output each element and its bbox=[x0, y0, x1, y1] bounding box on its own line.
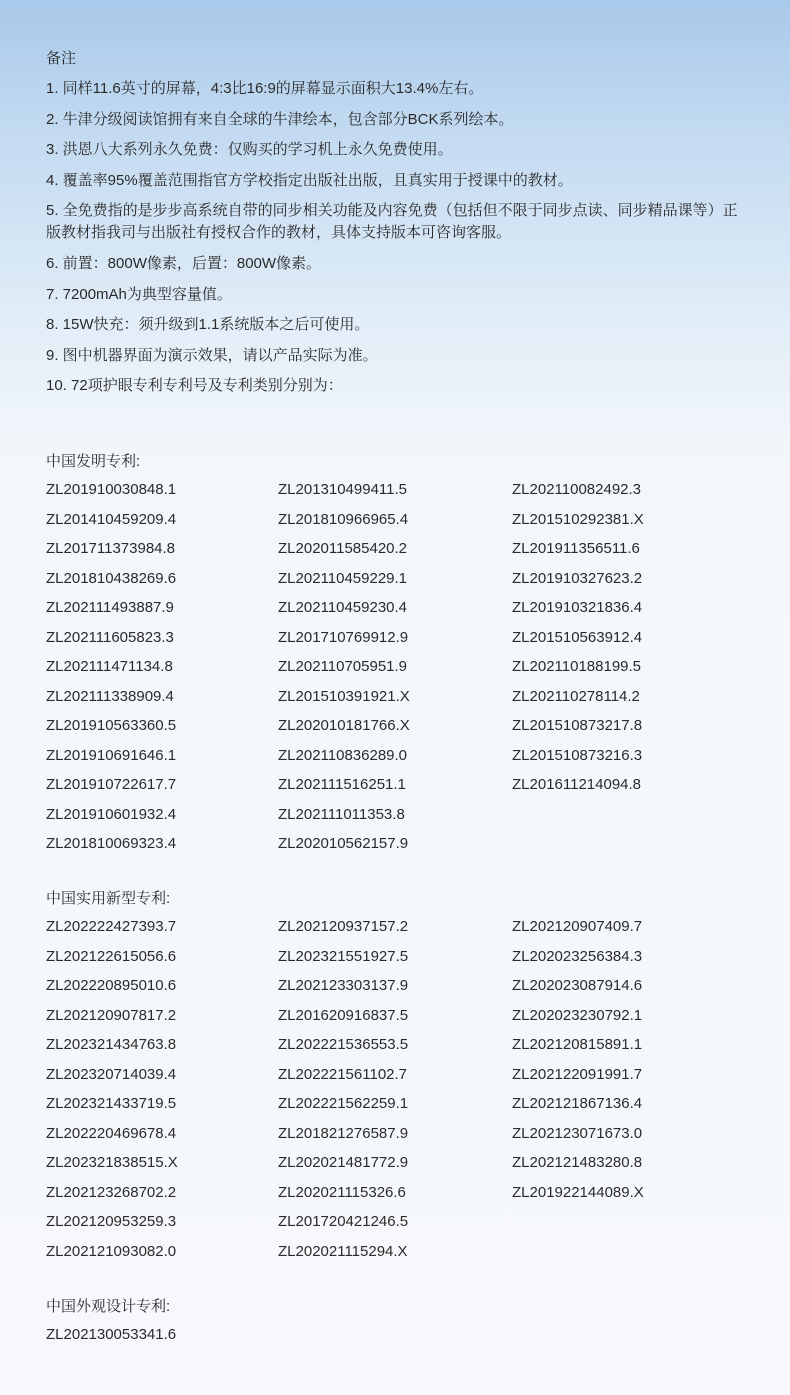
design-patents-list bbox=[46, 1324, 766, 1354]
note-item: 8. 15W快充：须升级到1.1系统版本之后可使用。 bbox=[46, 316, 370, 334]
patent-number: ZL202120815891.1 bbox=[512, 1036, 643, 1053]
patent-number: ZL201611214094.8 bbox=[512, 776, 642, 793]
patent-number: ZL202011585420.2 bbox=[278, 540, 408, 557]
notes-title: 备注 bbox=[46, 50, 77, 67]
patent-number bbox=[512, 1211, 762, 1241]
patent-number: ZL202110705951.9 bbox=[278, 658, 408, 675]
patent-number: ZL202110459229.1 bbox=[278, 569, 408, 587]
patent-number: ZL202123071673.0 bbox=[512, 1124, 643, 1142]
patent-number: ZL202021115326.6 bbox=[278, 1183, 406, 1201]
patent-number: ZL202321434763.8 bbox=[46, 1036, 177, 1053]
patent-number: ZL202023256384.3 bbox=[512, 947, 643, 965]
patent-number: ZL201922144089.X bbox=[512, 1183, 644, 1201]
note-item: 10. 72项护眼专利专利号及专利类别分别为： bbox=[46, 377, 343, 395]
patent-number: ZL202120907409.7 bbox=[512, 918, 643, 935]
patent-number bbox=[512, 833, 762, 863]
design-patents-heading: 中国外观设计专利: bbox=[46, 1298, 171, 1315]
patent-number: ZL201821276587.9 bbox=[278, 1124, 409, 1142]
patent-number: ZL202110459230.4 bbox=[278, 599, 408, 616]
patent-number: ZL201711373984.8 bbox=[46, 540, 176, 557]
patent-number: ZL201510391921.X bbox=[278, 687, 410, 705]
patent-number: ZL201910601932.4 bbox=[46, 805, 177, 823]
patent-number: ZL201310499411.5 bbox=[278, 481, 408, 498]
patent-number: ZL202120937157.2 bbox=[278, 918, 409, 935]
patent-number: ZL202123268702.2 bbox=[46, 1183, 177, 1201]
note-item: 4. 覆盖率95%覆盖范围指官方学校指定出版社出版，且真实用于授课中的教材。 bbox=[46, 171, 573, 189]
patent-number: ZL202221561102.7 bbox=[278, 1065, 408, 1083]
patent-number: ZL202122615056.6 bbox=[46, 947, 177, 965]
patent-number: ZL202111011353.8 bbox=[278, 805, 405, 823]
patent-number: ZL202111493887.9 bbox=[46, 599, 174, 616]
patent-number: ZL202121483280.8 bbox=[512, 1154, 643, 1171]
patent-number: ZL201910691646.1 bbox=[46, 746, 177, 764]
patent-number: ZL201710769912.9 bbox=[278, 628, 409, 646]
patent-number: ZL201510873216.3 bbox=[512, 746, 643, 764]
patent-number: ZL202010562157.9 bbox=[278, 835, 409, 852]
patent-number: ZL201910722617.7 bbox=[46, 776, 177, 793]
patent-number: ZL201911356511.6 bbox=[512, 540, 640, 557]
patent-number: ZL202222427393.7 bbox=[46, 918, 177, 935]
note-item: 2. 牛津分级阅读馆拥有来自全球的牛津绘本，包含部分BCK系列绘本。 bbox=[46, 110, 514, 128]
patent-number: ZL201810438269.6 bbox=[46, 569, 177, 587]
patent-number: ZL202220895010.6 bbox=[46, 977, 177, 994]
patent-number: ZL202130053341.6 bbox=[46, 1326, 177, 1343]
note-item: 6. 前置：800W像素，后置：800W像素。 bbox=[46, 254, 322, 272]
patent-number: ZL202023230792.1 bbox=[512, 1006, 643, 1024]
patent-number: ZL202320714039.4 bbox=[46, 1065, 177, 1083]
patent-number: ZL202110836289.0 bbox=[278, 746, 408, 764]
patent-number: ZL202021115294.X bbox=[278, 1242, 408, 1260]
patent-number: ZL202110082492.3 bbox=[512, 481, 642, 498]
patent-number: ZL202321838515.X bbox=[46, 1154, 178, 1171]
patent-number: ZL202111338909.4 bbox=[46, 687, 174, 705]
patent-number bbox=[512, 804, 762, 834]
patent-number: ZL202111605823.3 bbox=[46, 628, 174, 646]
patent-number: ZL202110188199.5 bbox=[512, 658, 642, 675]
patent-number: ZL201510292381.X bbox=[512, 510, 644, 528]
patent-number: ZL202221536553.5 bbox=[278, 1036, 409, 1053]
patent-number: ZL201910030848.1 bbox=[46, 481, 177, 498]
patent-number: ZL202121093082.0 bbox=[46, 1242, 177, 1260]
invention-patents-list bbox=[46, 479, 766, 863]
patent-number: ZL201510563912.4 bbox=[512, 628, 643, 646]
patent-number: ZL202122091991.7 bbox=[512, 1065, 643, 1083]
patent-number: ZL202023087914.6 bbox=[512, 977, 643, 994]
patent-number: ZL201410459209.4 bbox=[46, 510, 177, 528]
note-item: 1. 同样11.6英寸的屏幕，4:3比16:9的屏幕显示面积大13.4%左右。 bbox=[46, 80, 484, 97]
patent-number: ZL201620916837.5 bbox=[278, 1006, 409, 1024]
utility-patents-heading: 中国实用新型专利: bbox=[46, 890, 171, 907]
patent-number: ZL201910563360.5 bbox=[46, 717, 177, 734]
patent-number: ZL201810069323.4 bbox=[46, 835, 177, 852]
patent-number: ZL202221562259.1 bbox=[278, 1095, 409, 1112]
invention-patents-section bbox=[46, 449, 766, 863]
note-item: 5. 全免费指的是步步高系统自带的同步相关功能及内容免费（包括但不限于同步点读、同步精品课等）正版教材指我司与出版社有授权合作的教材，具体支持版本可咨询客服。 bbox=[46, 202, 738, 242]
patent-number: ZL202111516251.1 bbox=[278, 776, 406, 793]
patent-number: ZL202111471134.8 bbox=[46, 658, 173, 675]
patent-number: ZL201910327623.2 bbox=[512, 569, 643, 587]
invention-patents-heading: 中国发明专利: bbox=[46, 453, 141, 470]
patent-number: ZL202220469678.4 bbox=[46, 1124, 177, 1142]
patent-number: ZL201720421246.5 bbox=[278, 1213, 409, 1230]
patent-number: ZL202123303137.9 bbox=[278, 977, 409, 994]
note-item: 3. 洪恩八大系列永久免费：仅购买的学习机上永久免费使用。 bbox=[46, 141, 453, 159]
patent-number: ZL202120953259.3 bbox=[46, 1213, 177, 1230]
utility-patents-list bbox=[46, 916, 766, 1270]
utility-patents-section bbox=[46, 886, 766, 1270]
patent-number: ZL202120907817.2 bbox=[46, 1006, 177, 1024]
note-item: 9. 图中机器界面为演示效果，请以产品实际为准。 bbox=[46, 346, 378, 364]
patent-number: ZL202321433719.5 bbox=[46, 1095, 177, 1112]
design-patents-section bbox=[46, 1294, 766, 1354]
notes-section bbox=[46, 48, 746, 406]
patent-number: ZL201810966965.4 bbox=[278, 510, 409, 528]
patent-number: ZL202010181766.X bbox=[278, 717, 410, 734]
note-item: 7. 7200mAh为典型容量值。 bbox=[46, 285, 232, 303]
patent-number: ZL201910321836.4 bbox=[512, 599, 643, 616]
patent-number: ZL201510873217.8 bbox=[512, 717, 643, 734]
patent-number: ZL202321551927.5 bbox=[278, 947, 409, 965]
patent-number: ZL202110278114.2 bbox=[512, 687, 640, 705]
patent-number bbox=[512, 1241, 762, 1271]
patent-number: ZL202021481772.9 bbox=[278, 1154, 409, 1171]
patent-number: ZL202121867136.4 bbox=[512, 1095, 643, 1112]
